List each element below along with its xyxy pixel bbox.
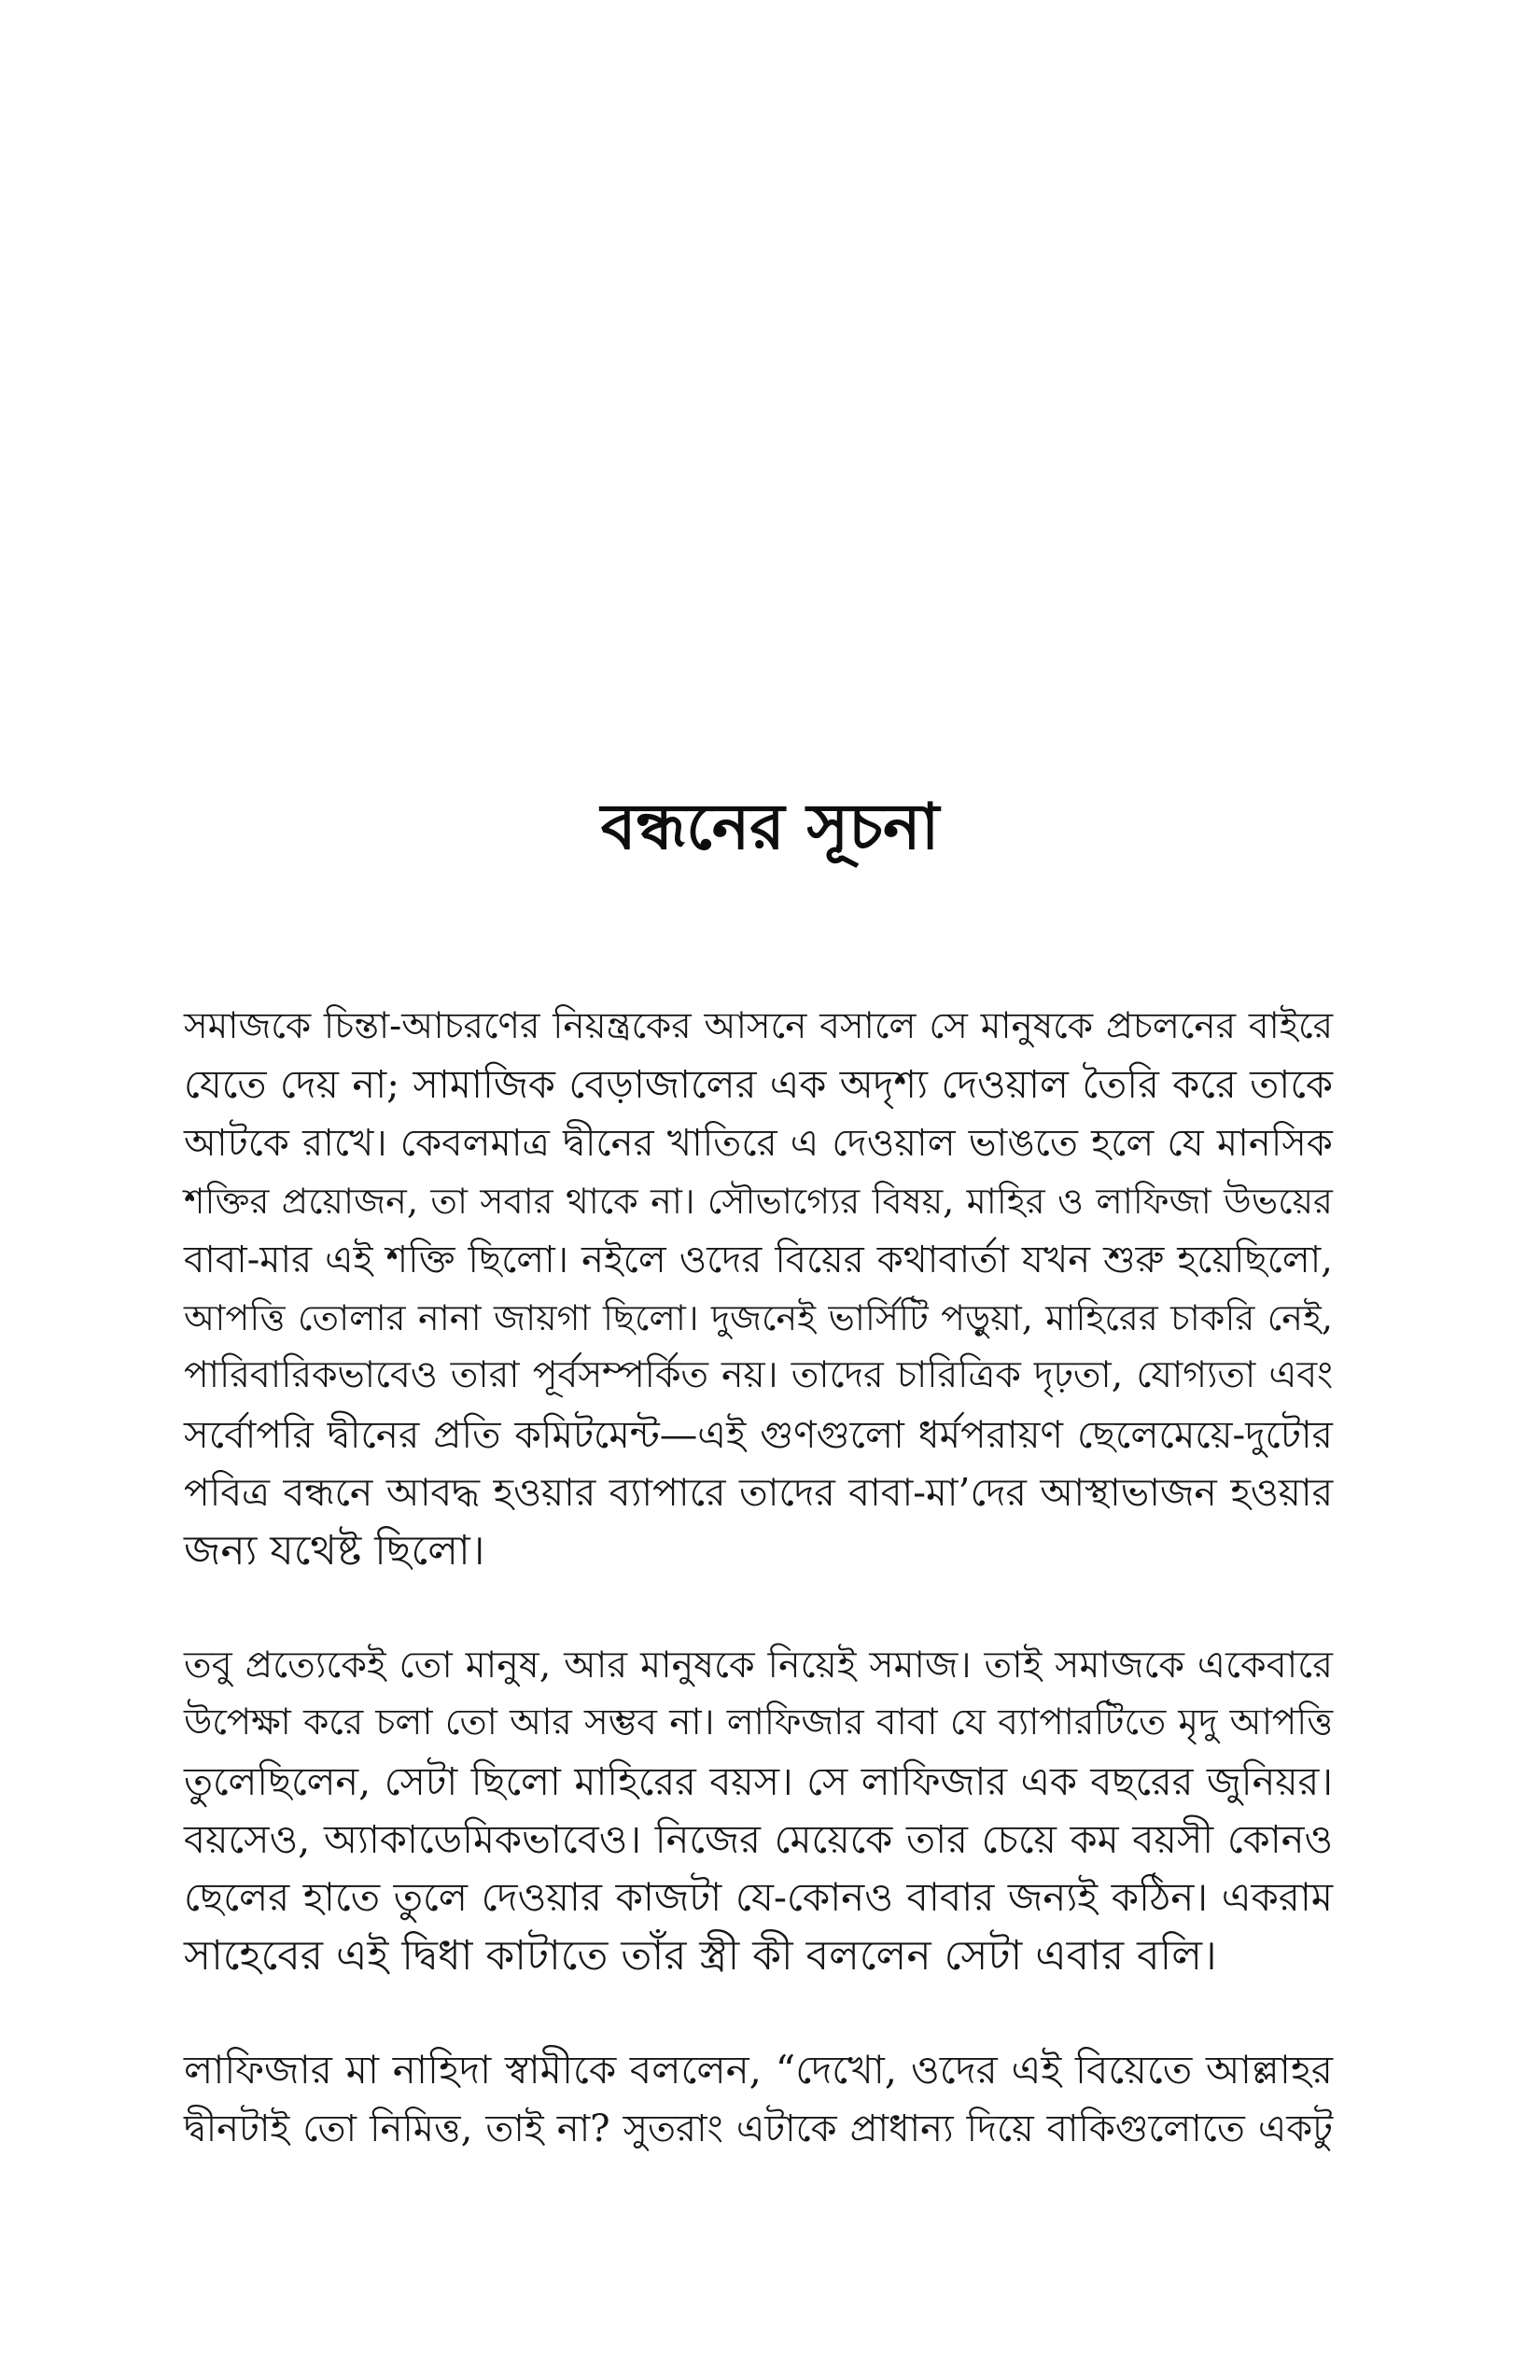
text-line: সাহেবের এই দ্বিধা কাটাতে তাঁর স্ত্রী কী বললেন সেটা এবার বলি।: [184, 1931, 1217, 1980]
text-line: পারিবারিকভাবেও তারা পূর্বসম্পর্কিত নয়। তাদের চারিত্রিক দৃঢ়তা, যোগ্যতা এবং: [184, 1354, 1333, 1397]
chapter-title: বন্ধনের সূচনা: [600, 790, 940, 864]
text-line: বয়সেও, অ্যাকাডেমিকভাবেও। নিজের মেয়েকে তার চেয়ে কম বয়সী কোনও: [184, 1817, 1333, 1863]
text-line: ছেলের হাতে তুলে দেওয়ার কাজটা যে-কোনও বাবার জন্যই কঠিন। একরাম: [184, 1874, 1333, 1921]
text-line: আটকে রাখে। কেবলমাত্র দ্বীনের খাতিরে এ দেওয়াল ভাঙতে হলে যে মানসিক: [184, 1121, 1333, 1165]
text-line: জন্য যথেষ্ট ছিলো।: [184, 1526, 485, 1575]
text-line: সমাজকে চিন্তা-আচরণের নিয়ন্ত্রকের আসনে বসালে সে মানুষকে প্রচলনের বাইরে: [184, 1005, 1333, 1047]
text-line: সর্বোপরি দ্বীনের প্রতি কমিটমেন্ট—এই গুণগুলো ধর্মপরায়ণ ছেলেমেয়ে-দুটোর: [184, 1411, 1333, 1457]
chapter-body: [184, 998, 1333, 2214]
text-line: আপত্তি তোলার নানা জায়গা ছিলো। দুজনেই ভার্সিটি পড়ুয়া, মাহিরের চাকরি নেই,: [184, 1296, 1333, 1338]
text-line: শক্তির প্রয়োজন, তা সবার থাকে না। সৌভাগ্যের বিষয়, মাহির ও লাফিজা উভয়ের: [184, 1181, 1333, 1223]
text-line: দ্বীনটাই তো নিমিত্ত, তাই না? সুতরাং এটাকে প্রাধান্য দিয়ে বাকিগুলোতে একটু: [184, 2107, 1333, 2150]
text-line: তবু প্রত্যেকেই তো মানুষ, আর মানুষকে নিয়েই সমাজ। তাই সমাজকে একেবারে: [184, 1643, 1333, 1687]
text-line: বাবা-মার এই শক্তি ছিলো। নইলে ওদের বিয়ের কথাবার্তা যখন শুরু হয়েছিলো,: [184, 1238, 1333, 1281]
text-line: পবিত্র বন্ধনে আবদ্ধ হওয়ার ব্যাপারে তাদের বাবা-মা’দের আস্থাভাজন হওয়ার: [184, 1470, 1333, 1516]
paragraph-1: [184, 998, 1333, 1580]
text-line: তুলেছিলেন, সেটা ছিলো মাহিরের বয়স। সে লাফিজার এক বছরের জুনিয়র।: [184, 1758, 1333, 1804]
text-line: যেতে দেয় না; সামাজিক বেড়াজালের এক অদৃশ্য দেওয়াল তৈরি করে তাকে: [184, 1062, 1333, 1108]
text-line: উপেক্ষা করে চলা তো আর সম্ভব না। লাফিজার বাবা যে ব্যাপারটিতে মৃদু আপত্তি: [184, 1701, 1333, 1744]
paragraph-2: [184, 1636, 1333, 1985]
paragraph-3: [184, 2041, 1333, 2158]
text-line: লাফিজার মা নাহিদা স্বামীকে বললেন, “দেখো, ওদের এই বিয়েতে আল্লাহর: [184, 2047, 1333, 2093]
